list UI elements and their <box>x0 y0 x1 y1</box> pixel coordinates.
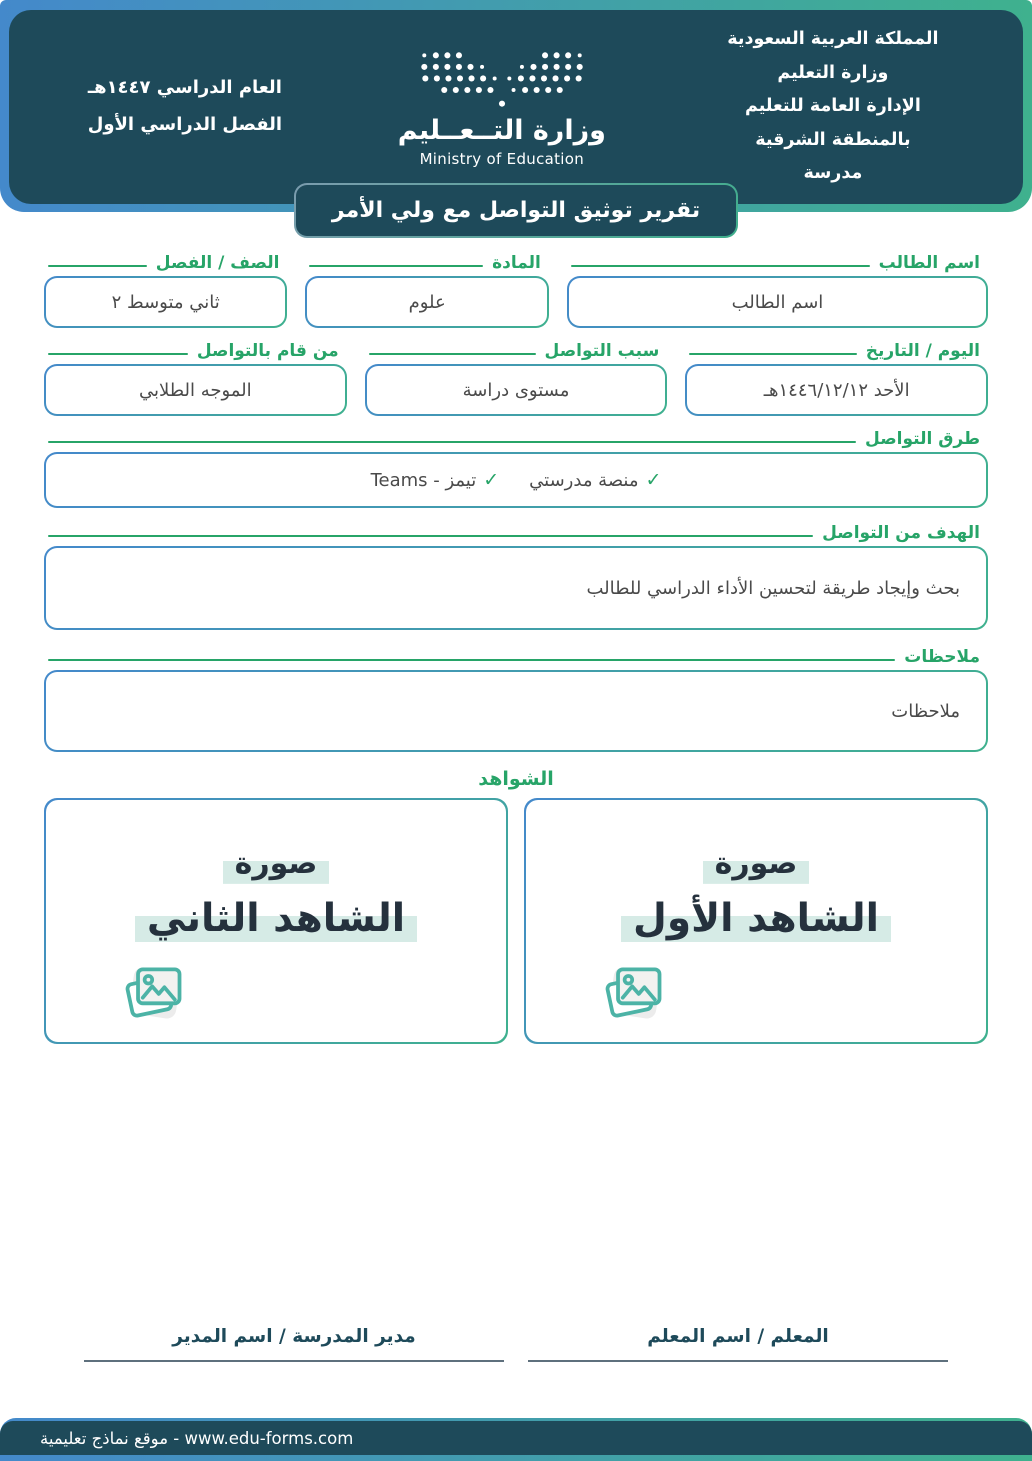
header-card <box>9 10 1023 204</box>
contact-methods-label: طرق التواصل <box>865 429 980 449</box>
label-line <box>309 265 483 267</box>
grade-class-label: الصف / الفصل <box>155 253 280 273</box>
subject-value: علوم <box>408 291 446 313</box>
evidence-first-line2: الشاهد الأول <box>621 894 891 945</box>
field-contact-methods <box>44 426 988 508</box>
logo-english-wordmark: Ministry of Education <box>419 150 585 168</box>
method-madrasati-label: منصة مدرستي <box>529 469 639 491</box>
notes-value: ملاحظات <box>891 700 960 722</box>
field-label-row <box>305 250 548 276</box>
label-line <box>48 265 147 267</box>
teacher-signature-line <box>528 1360 948 1362</box>
evidence-card-second[interactable] <box>44 798 508 1044</box>
student-name-value: اسم الطالب <box>731 291 824 313</box>
contact-goal-box[interactable] <box>44 546 988 630</box>
contact-reason-label: سبب التواصل <box>544 341 660 361</box>
org-line-region: بالمنطقة الشرقية <box>755 129 911 150</box>
label-line <box>48 441 856 443</box>
title-border <box>294 183 738 238</box>
label-line <box>48 535 813 537</box>
label-line <box>48 659 895 661</box>
field-label-row <box>44 426 988 452</box>
label-line <box>48 353 188 355</box>
contacted-by-box[interactable] <box>44 364 347 416</box>
method-teams-label: تيمز - Teams <box>370 469 477 491</box>
org-line-administration: الإدارة العامة للتعليم <box>745 96 921 117</box>
teacher-signature-label: المعلم / اسم المعلم <box>647 1326 829 1347</box>
semester-line: الفصل الدراسي الأول <box>87 114 283 135</box>
day-date-box[interactable] <box>685 364 988 416</box>
ministry-logo <box>327 46 677 168</box>
academic-year-block <box>43 70 327 144</box>
label-line <box>571 265 870 267</box>
subject-box[interactable] <box>305 276 548 328</box>
footer-gradient-frame <box>0 1418 1032 1461</box>
form-body <box>0 250 1032 1362</box>
field-label-row <box>44 520 988 546</box>
org-line-school: مدرسة <box>803 163 863 184</box>
contacted-by-label: من قام بالتواصل <box>196 341 339 361</box>
header-gradient-frame <box>0 0 1032 212</box>
page-title: تقرير توثيق التواصل مع ولي الأمر <box>296 185 736 236</box>
field-contact-goal <box>44 520 988 630</box>
field-label-row <box>685 338 988 364</box>
field-label-row <box>44 250 287 276</box>
field-label-row <box>44 644 988 670</box>
contact-goal-label: الهدف من التواصل <box>822 523 980 543</box>
footer-bar <box>0 1421 1032 1455</box>
notes-box[interactable] <box>44 670 988 752</box>
grade-class-value: ثاني متوسط ٢ <box>111 291 220 313</box>
title-wrap <box>0 183 1032 238</box>
contact-methods-box[interactable] <box>44 452 988 508</box>
principal-signature-label: مدير المدرسة / اسم المدير <box>172 1326 416 1347</box>
photo-placeholder-icon <box>122 956 188 1028</box>
field-notes <box>44 644 988 752</box>
org-line-country: المملكة العربية السعودية <box>727 29 939 50</box>
field-contacted-by <box>44 338 347 416</box>
evidence-second-line2: الشاهد الثاني <box>135 894 417 945</box>
evidence-second-line1: صورة <box>223 842 330 886</box>
evidence-section-label: الشواهد <box>478 768 554 790</box>
day-date-label: اليوم / التاريخ <box>865 341 980 361</box>
footer-link[interactable]: www.edu-forms.com - موقع نماذج تعليمية <box>40 1428 354 1448</box>
checkmark-icon: ✓ <box>645 469 662 491</box>
org-line-ministry: وزارة التعليم <box>777 62 889 83</box>
field-subject <box>305 250 548 328</box>
principal-signature-line <box>84 1360 504 1362</box>
photo-placeholder-icon <box>602 956 668 1028</box>
day-date-value: الأحد ١٤٤٦/١٢/١٢هـ <box>763 379 910 401</box>
evidence-first-line1: صورة <box>703 842 810 886</box>
label-line <box>689 353 856 355</box>
logo-arabic-wordmark: وزارة التــعــليم <box>397 115 606 146</box>
ministry-dots-logo-icon <box>418 50 586 109</box>
contact-reason-value: مستوى دراسة <box>462 379 570 401</box>
contacted-by-value: الموجه الطلابي <box>138 379 252 401</box>
field-day-date <box>685 338 988 416</box>
academic-year-line: العام الدراسي ١٤٤٧هـ <box>87 77 282 99</box>
grade-class-box[interactable] <box>44 276 287 328</box>
contact-goal-value: بحث وإيجاد طريقة لتحسين الأداء الدراسي للطالب <box>586 577 960 599</box>
method-madrasati <box>529 469 661 491</box>
field-label-row <box>567 250 988 276</box>
student-name-label: اسم الطالب <box>878 253 980 273</box>
form-row-2 <box>44 338 988 416</box>
checkmark-icon: ✓ <box>483 469 500 491</box>
label-line <box>369 353 536 355</box>
field-label-row <box>365 338 668 364</box>
contact-reason-box[interactable] <box>365 364 668 416</box>
org-block <box>677 23 989 191</box>
field-grade-class <box>44 250 287 328</box>
field-contact-reason <box>365 338 668 416</box>
principal-signature <box>84 1326 504 1362</box>
evidence-card-first[interactable] <box>524 798 988 1044</box>
evidence-row <box>44 798 988 1044</box>
subject-label: المادة <box>492 253 541 273</box>
field-label-row <box>44 338 347 364</box>
student-name-box[interactable] <box>567 276 988 328</box>
method-teams <box>371 469 500 491</box>
notes-label: ملاحظات <box>904 647 980 667</box>
signatures-row <box>44 1326 988 1362</box>
field-student-name <box>567 250 988 328</box>
form-row-1 <box>44 250 988 328</box>
teacher-signature <box>528 1326 948 1362</box>
